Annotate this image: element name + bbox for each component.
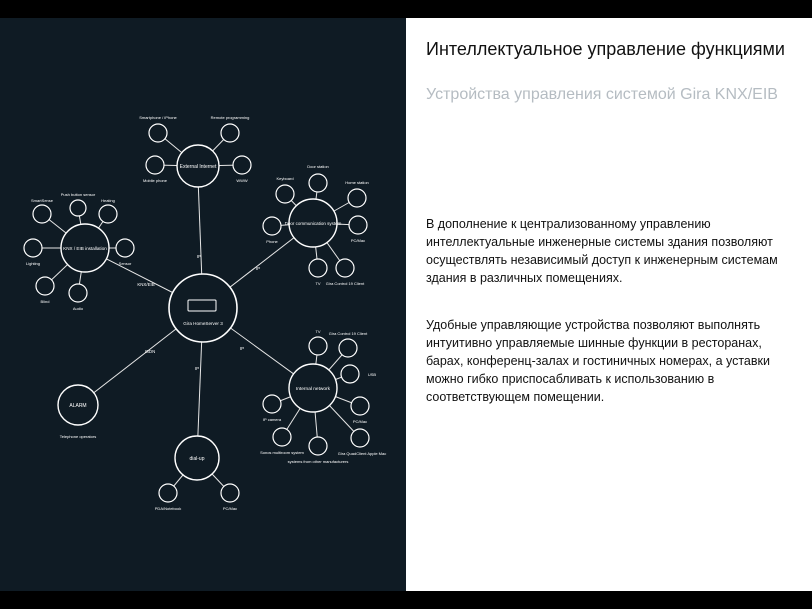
label-blind: Blind <box>40 299 50 304</box>
node-pc-alarm <box>221 484 239 502</box>
node-remote <box>221 124 239 142</box>
label-keyboard: Keyboard <box>276 176 294 181</box>
node-pc-int <box>351 397 369 415</box>
slide <box>0 18 812 591</box>
label-homestation: Home station <box>345 180 369 185</box>
node-pc-door <box>349 216 367 234</box>
node-heating <box>99 205 117 223</box>
label-phone: Phone <box>266 239 278 244</box>
label-push: Push button sensor <box>60 192 96 197</box>
node-lighting <box>24 239 42 257</box>
label-smartphone: Smartphone / iPhone <box>139 115 177 120</box>
edge-isdn: ISDN <box>144 349 156 354</box>
network-diagram <box>0 18 406 591</box>
label-systems: systems from other manufacturers <box>287 459 349 464</box>
node-systems <box>309 437 327 455</box>
label-www: WWW <box>236 178 248 183</box>
label-pc-int: PC/Mac <box>352 419 368 424</box>
hub-alarm <box>58 385 98 425</box>
slide-title: Интеллектуальное управление функциями <box>426 39 785 59</box>
label-pc-door: PC/Mac <box>350 238 366 243</box>
edge-ip-down: IP <box>194 366 200 371</box>
hub-dialup <box>175 436 219 480</box>
node-ipcamera <box>263 395 281 413</box>
label-gira-client: Gira Control 19 Client <box>325 281 365 286</box>
node-tv-int <box>309 337 327 355</box>
label-usb: USB <box>367 372 377 377</box>
label-pda: PDA/Notebook <box>154 506 182 511</box>
hub-knx <box>61 224 109 272</box>
node-tv-door <box>309 259 327 277</box>
node-mobile <box>146 156 164 174</box>
node-usb <box>341 365 359 383</box>
node-sensor <box>116 239 134 257</box>
label-audio: Audio <box>72 306 84 311</box>
node-blind <box>36 277 54 295</box>
label-mobile: Mobile phone <box>142 178 168 183</box>
label-alarm-op: Telephone operators <box>59 434 97 439</box>
text-panel <box>426 18 796 591</box>
node-pda <box>159 484 177 502</box>
node-doorstation <box>309 174 327 192</box>
node-smartsense <box>33 205 51 223</box>
edge-ip-internal: IP <box>239 346 245 351</box>
label-tv-door: TV <box>315 281 321 286</box>
label-tv-int: TV <box>315 329 321 334</box>
center-label: Gira HomeServer 3 <box>183 321 223 326</box>
node-audio <box>69 284 87 302</box>
paragraph-2: Удобные управляющие устройства позволяют выполнять интуитивно управляемые шинные функции в ресторанах, барах, конференц-залах и гостиничных номерах, а уставки можно гибко приспосабливать к использованию в соответствующем помещении. <box>426 318 770 404</box>
hub-door-label: Door communication system <box>284 221 342 226</box>
node-applemac <box>351 429 369 447</box>
hub-dialup-label: dial-up <box>189 456 205 462</box>
hub-center <box>169 274 237 342</box>
node-keyboard <box>276 185 294 203</box>
edge-knx: KNX/EIB <box>137 282 155 287</box>
hub-alarm-label: ALARM <box>69 403 87 409</box>
paragraph-1: В дополнение к централизованному управлению интеллектуальные инженерные системы здания позволяют осуществлять независимый доступ к инженерным системам здания в различных помещениях. <box>426 217 778 285</box>
label-ipcamera: IP camera <box>262 417 282 422</box>
label-remote: Remote programming <box>210 115 250 120</box>
label-heating: Heating <box>101 198 115 203</box>
label-sonos: Sonos multiroom system <box>260 450 304 455</box>
hub-door <box>285 199 342 247</box>
node-phone <box>263 217 281 235</box>
node-client-door <box>336 259 354 277</box>
node-push <box>70 200 86 216</box>
diagram-svg <box>0 18 406 591</box>
node-gc19 <box>339 339 357 357</box>
label-applemac: Gira QuadClient Apple Mac <box>337 451 387 456</box>
label-lighting: Lighting <box>25 261 41 266</box>
label-smartsense: SmartSense <box>30 198 54 203</box>
node-homestation <box>348 189 366 207</box>
slide-subtitle: Устройства управления системой Gira KNX/EIB <box>426 86 778 103</box>
node-www <box>233 156 251 174</box>
hub-external-label: External Internet <box>179 164 217 170</box>
label-doorstation: Door station <box>307 164 329 169</box>
edge-ip-top: IP <box>196 254 202 259</box>
hub-external <box>177 145 219 187</box>
hub-internal <box>289 364 337 412</box>
label-sensor: Sensor <box>118 261 132 266</box>
node-smartphone <box>149 124 167 142</box>
hub-knx-label: KNX / EIB installation <box>63 246 107 251</box>
edge-ip-right: IP <box>255 266 261 271</box>
label-pc-alarm: PC/Mac <box>222 506 238 511</box>
node-sonos <box>273 428 291 446</box>
label-gc19: Gira Control 19 Client <box>328 331 368 336</box>
hub-internal-label: Internal network <box>295 387 331 392</box>
